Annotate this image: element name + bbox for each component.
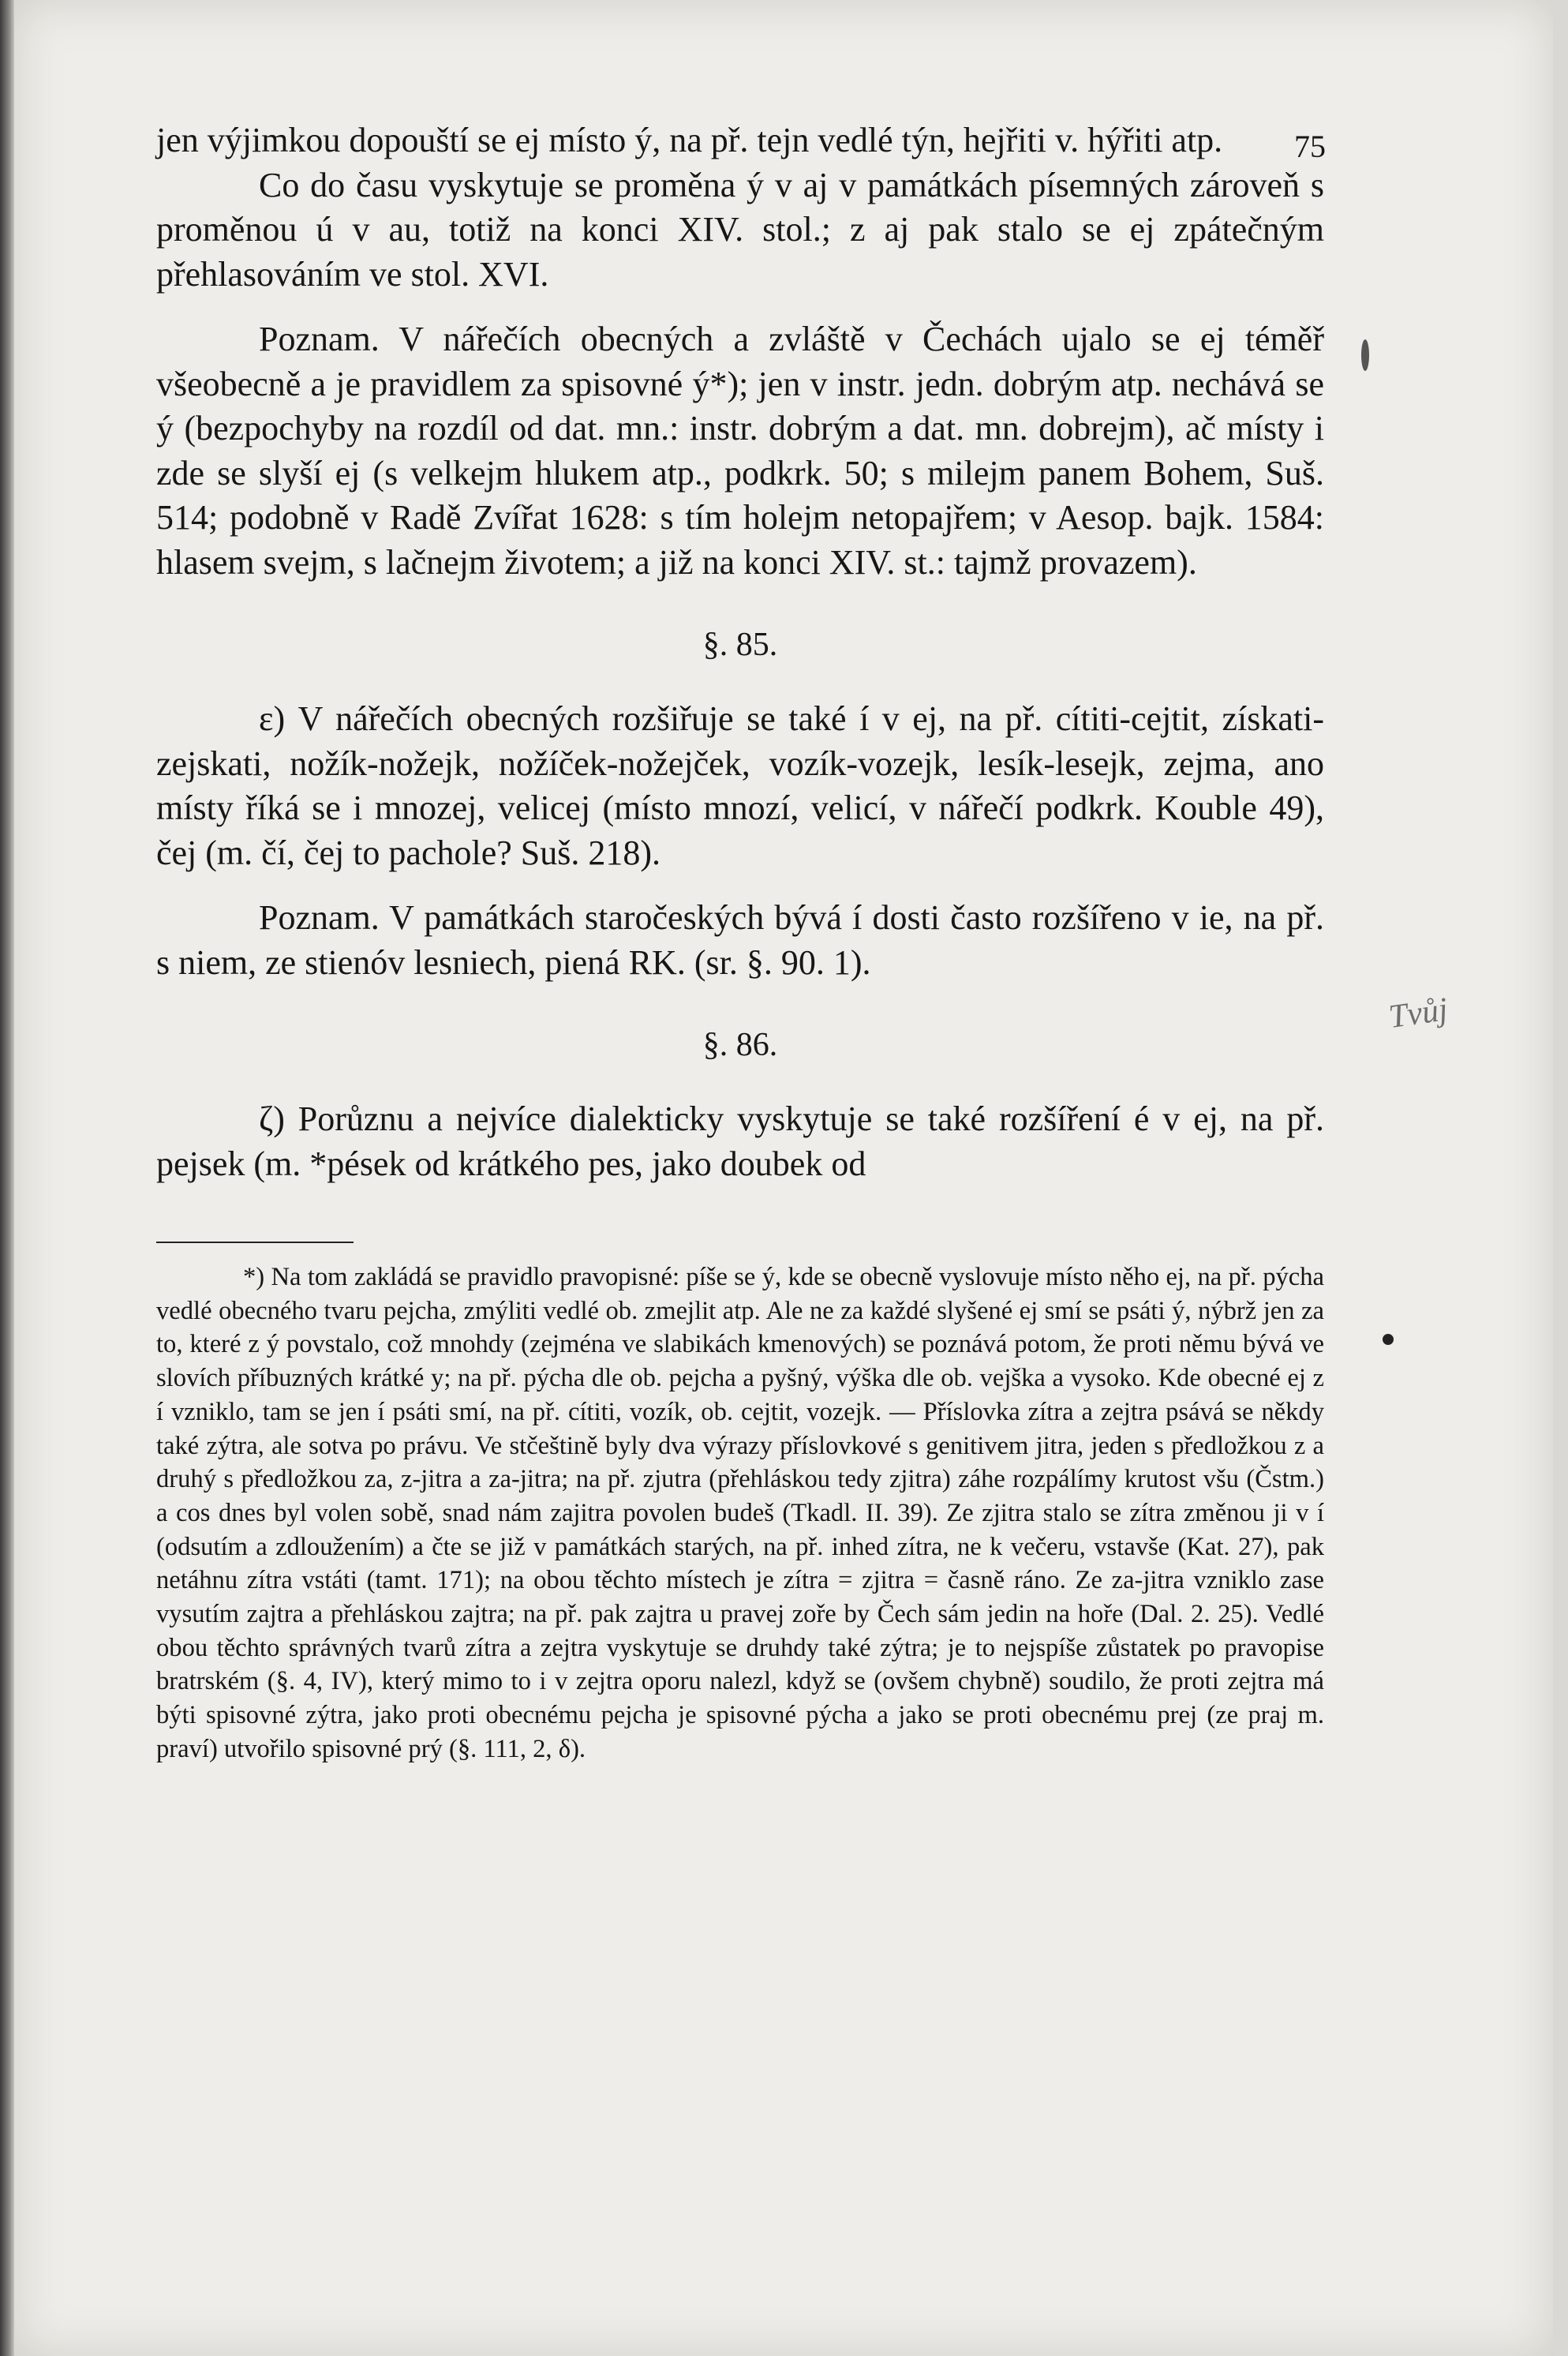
section-86-text: ζ) Porůznu a nejvíce dialekticky vyskytuje se také rozšíření é v ej, na př. pejsek (m. *pések od krátkého pes, jako doubek od (156, 1099, 1324, 1183)
paragraph-1: jen výjimkou dopouští se ej místo ý, na př. tejn vedlé týn, hejřiti v. hýřiti atp. (156, 121, 1223, 159)
page-text (156, 118, 1324, 1766)
paragraph-2: Co do času vyskytuje se proměna ý v aj v památkách písemných zároveň s proměnou ú v au, totiž na konci XIV. stol.; z aj pak stalo se ej zpátečným přehlasováním ve stol. XVI. (156, 165, 1324, 294)
section-86-heading: §. 86. (702, 1027, 778, 1063)
section-85-heading: §. 85. (702, 627, 778, 663)
ink-blot (1361, 339, 1369, 371)
section-85-text: ε) V nářečích obecných rozšiřuje se také í v ej, na př. cítiti-cejtit, získati-zejskati, nožík-nožejk, nožíček-nožejček, vozík-vozejk, lesík-lesejk, zejma, ano místy říká se i mnozej, velicej (místo mnozí, velicí, v nářečí podkrk. Kouble 49), čej (m. čí, čej to pachole? Suš. 218). (156, 699, 1324, 872)
section-85-note: Poznam. V památkách staročeských bývá í dosti často rozšířeno v ie, na př. s niem, ze stienóv lesniech, piená RK. (sr. §. 90. 1). (156, 898, 1324, 982)
footnote: *) Na tom zakládá se pravidlo pravopisné: píše se ý, kde se obecně vyslovuje místo něho ej, na př. pýcha vedlé obecného tvaru pejcha, zmýliti vedlé ob. zmejlit atp. Ale ne za každé slyšené ej smí se psáti ý, nýbrž jen za to, které z ý povstalo, což mnohdy (zejména ve slabikách kmenových) se poznává potom, že proti němu bývá ve slovích příbuzných krátké y; na př. pýcha dle ob. pejcha a pyšný, výška dle ob. vejška a vysoko. Kde obecné ej z í vzniklo, tam se jen í psáti smí, na př. cítiti, vozík, ob. cejtit, vozejk. — Příslovka zítra a zejtra psává se někdy také zýtra, ale sotva po právu. Ve stčeštině byly dva výrazy příslovkové s genitivem jitra, jeden s předložkou z a druhý s předložkou za, z-jitra a za-jitra; na př. zjutra (přehláskou tedy zjitra) záhe rozpálímy krutost všu (Čstm.) a cos dnes byl volen sobě, snad nám zajitra povolen budeš (Tkadl. II. 39). Ze zjitra stalo se zítra změnou ji v í (odsutím a zdloužením) a čte se již v památkách starých, na př. inhed zítra, ne k večeru, vstavše (Kat. 27), pak netáhnu zítra vstáti (tamt. 171); na obou těchto místech je zítra = zjitra = časně ráno. Ze za-jitra vzniklo zase vysutím zajtra a přehláskou zajtra; na př. pak zajtra u pravej zoře by Čech sám jedin na hoře (Dal. 2. 25). Vedlé obou těchto správných tvarů zítra a zejtra vyskytuje se druhdy také zýtra; je to nejspíše zůstatek po pravopise bratrském (§. 4, IV), který mimo to i v zejtra oporu nalezl, když se (ovšem chybně) soudilo, že proti zejtra má býti spisovné zýtra, jako proti obecnému pejcha je spisovné pýcha a jako se proti obecnému prej (ze praj m. praví) utvořilo spisovné prý (§. 111, 2, δ). (156, 1263, 1324, 1763)
page-number: 75 (1294, 129, 1326, 164)
footnote-rule (156, 1242, 354, 1243)
page-binding-edge (0, 0, 16, 2356)
note-paragraph: Poznam. V nářečích obecných a zvláště v Čechách ujalo se ej téměř všeobecně a je pravidlem za spisovné ý*); jen v instr. jedn. dobrým atp. nechává se ý (bezpochyby na rozdíl od dat. mn.: instr. dobrým a dat. mn. dobrejm), ač místy i zde se slyší ej (s velkejm hlukem atp., podkrk. 50; s milejm panem Bohem, Suš. 514; podobně v Radě Zvířat 1628: s tím holejm netopajřem; v Aesop. bajk. 1584: hlasem svejm, s lačnejm životem; a již na konci XIV. st.: tajmž provazem). (156, 320, 1324, 582)
margin-handwriting: Tvůj (1387, 991, 1450, 1036)
ink-dot (1383, 1334, 1394, 1345)
